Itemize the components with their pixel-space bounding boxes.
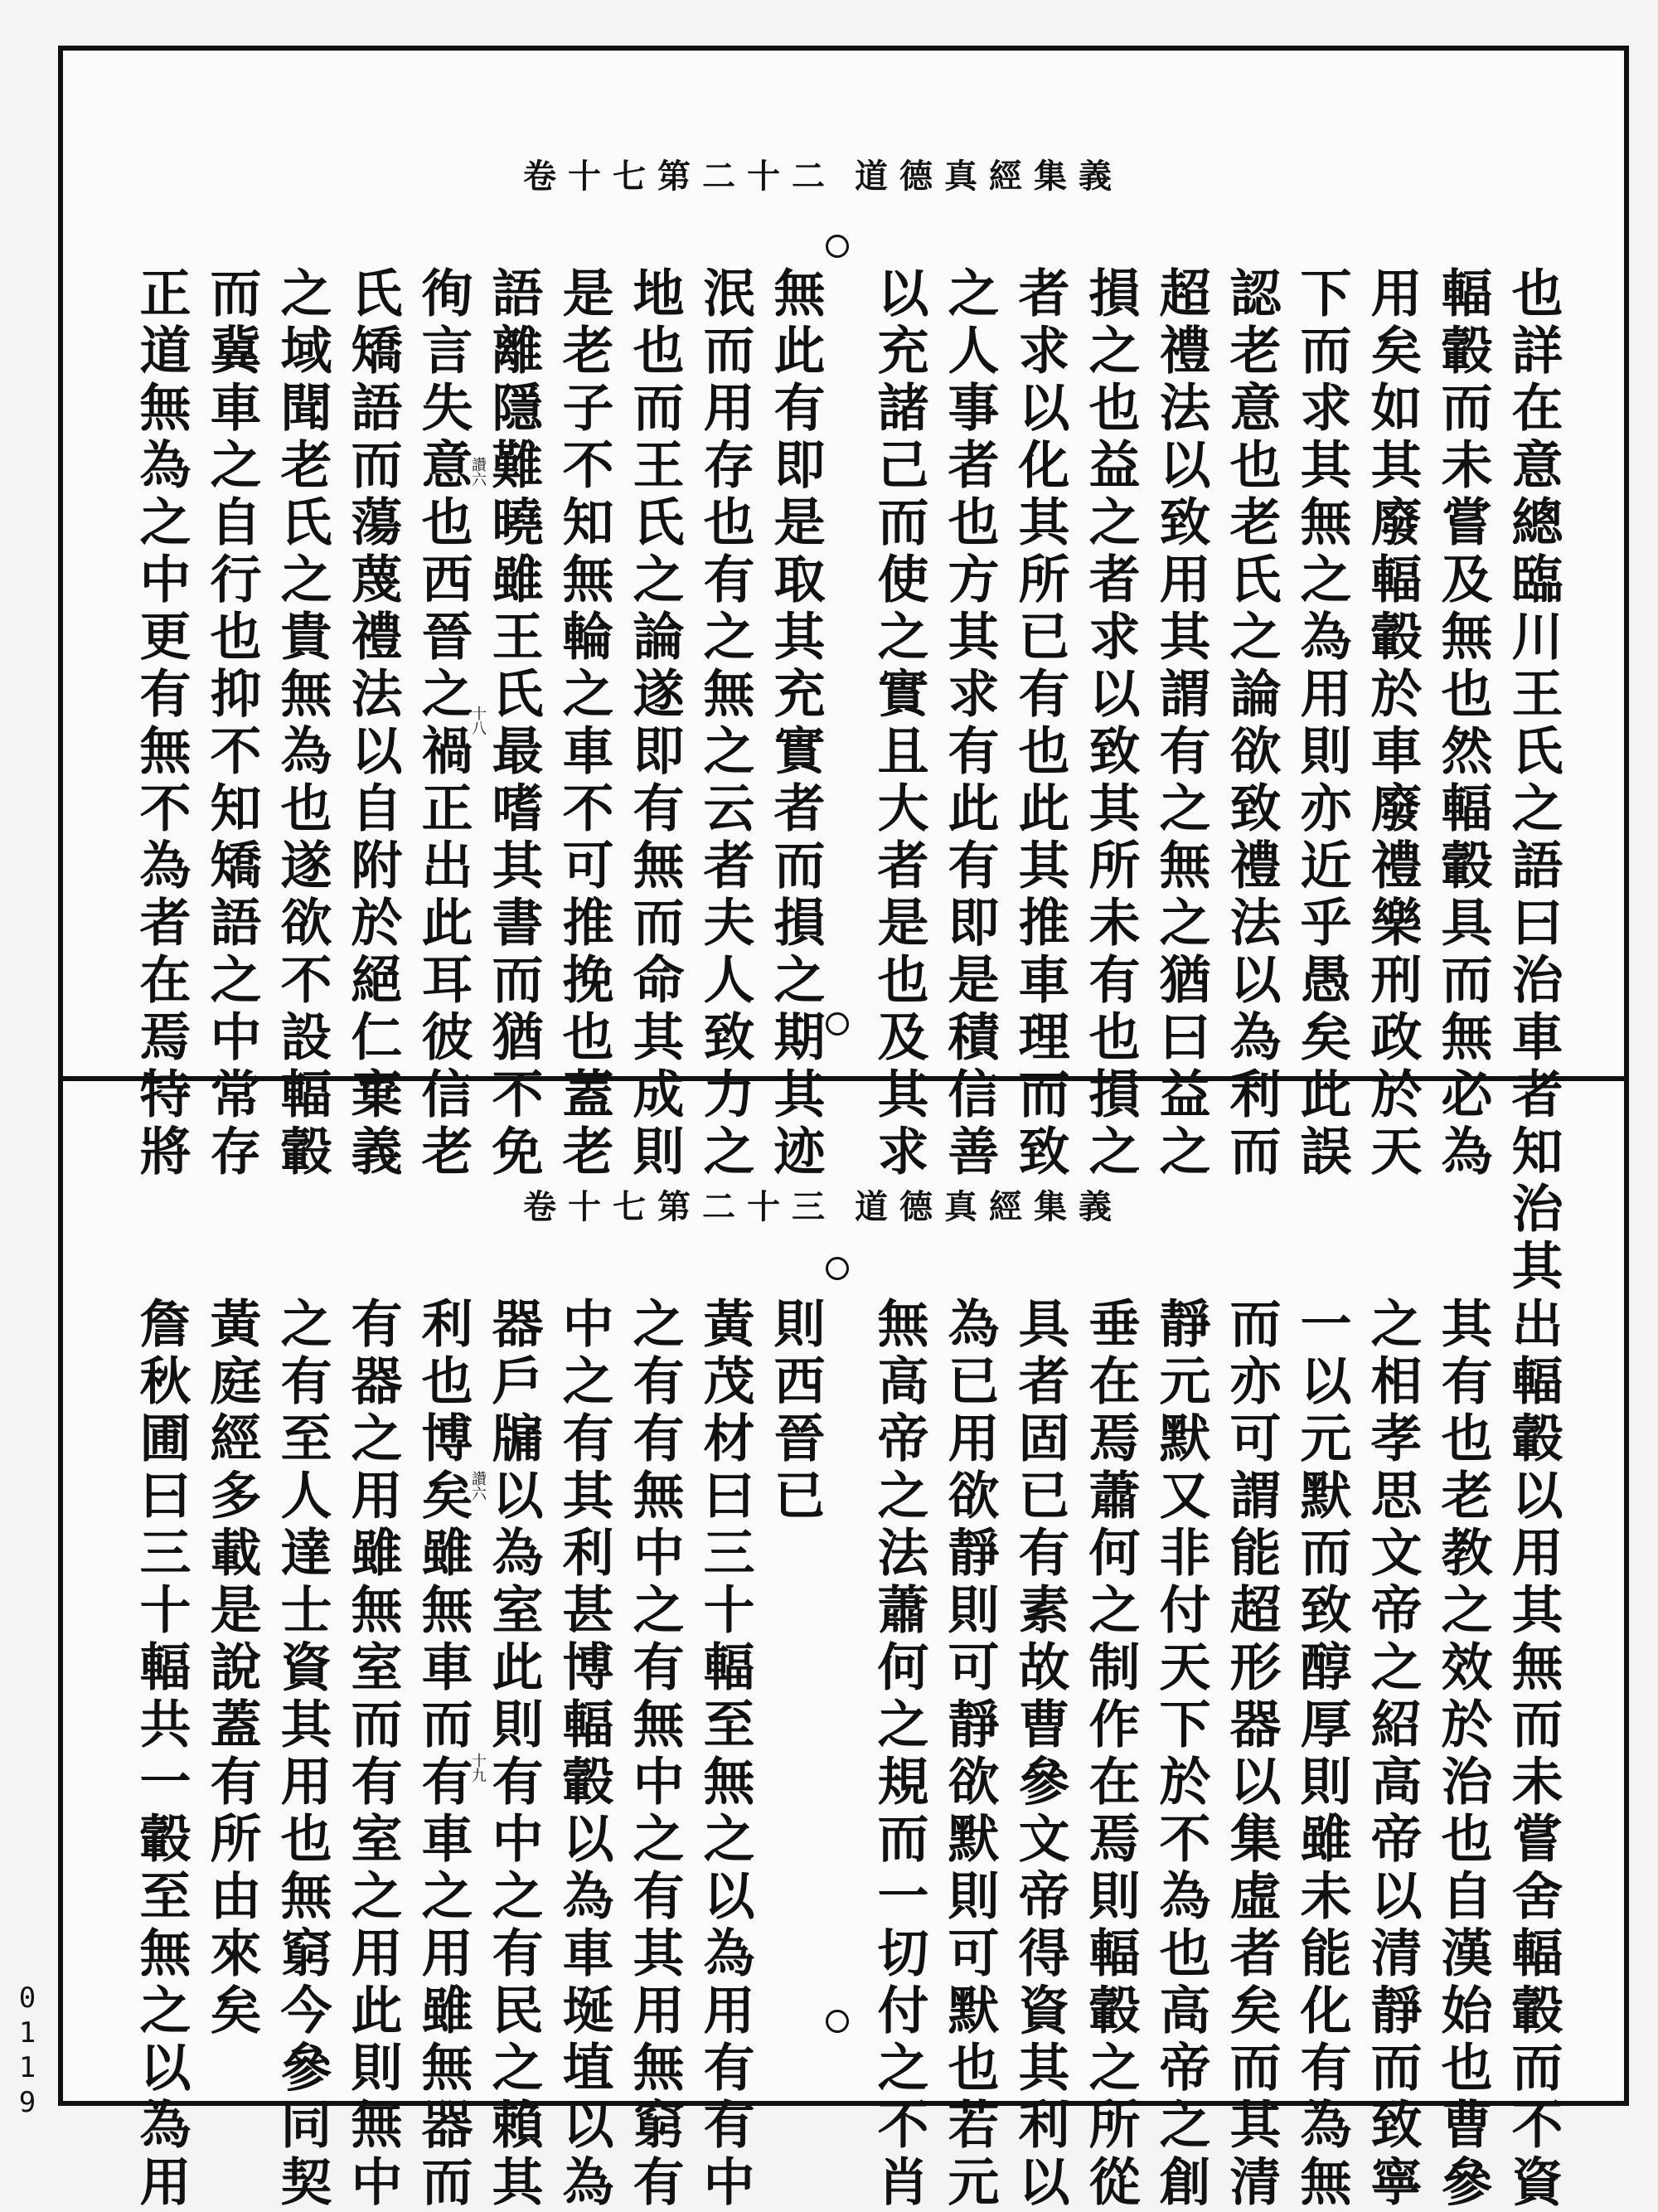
circle-mark: [826, 1012, 849, 1036]
text-column: 無高帝之法蕭何之規而一切付之不肖: [869, 1297, 929, 2212]
text-column: 有器之用雖無室而有室之用此則無中: [342, 1297, 403, 2212]
text-column: 其有也老教之效於治也自漢始也曹參: [1433, 1297, 1493, 2212]
text-column: 輻轂而未嘗及無也然輻轂具而無必為: [1433, 266, 1493, 1181]
top-header-chapter: 卷十七第二十二: [523, 157, 836, 196]
text-column: 之相孝思文帝之紹高帝以清靜而致寧: [1362, 1297, 1423, 2212]
text-column: 以充諸己而使之實且大者是也及其求: [869, 266, 929, 1181]
text-column: 利也博矣雖無車而有車之用雖無器而: [413, 1297, 473, 2212]
text-column: 泯而用存也有之無之云者夫人致力之: [695, 266, 755, 1181]
text-column: 器戶牖以為室此則有中之有民之賴其: [483, 1297, 544, 2212]
text-column: 損之也益之者求以致其所未有也損之: [1080, 266, 1141, 1181]
text-column: 者求以化其所已有也此其推車理而致: [1010, 266, 1070, 1181]
text-column: 具者固已有素故曹參文帝得資其利以: [1010, 1297, 1070, 2212]
circle-mark: [826, 2010, 849, 2033]
text-column: 靜元默又非付天下於不為也高帝之創: [1151, 1297, 1211, 2212]
text-column: 而亦可謂能超形器以集虛者矣而其清: [1221, 1297, 1282, 2212]
page-number: 0119: [11, 1982, 44, 2121]
text-column: 之域聞老氏之貴無為也遂欲不設輻轂: [272, 266, 332, 1181]
bottom-panel: [63, 1081, 1624, 2212]
text-column: 黃茂材曰三十輻至無之以為用有有中: [695, 1297, 755, 2212]
bottom-header-book-title: 道德真經集義: [855, 1187, 1123, 1226]
marginal-note: 十八: [469, 706, 487, 735]
text-column: 之有至人達士資其用也無窮今參同契: [272, 1297, 332, 2212]
text-column: 氏矯語而蕩蔑禮法以自附於絕仁棄義: [342, 266, 403, 1181]
text-column: 地也而王氏之論遂即有無而命其成則: [624, 266, 685, 1181]
text-column: 語離隱難曉雖王氏最嗜其書而猶不免: [483, 266, 544, 1181]
text-column: 黃庭經多載是說蓋有所由來矣: [201, 1297, 262, 2040]
circle-mark: [826, 235, 849, 258]
text-column: 垂在焉蕭何之制作在焉則輻轂之所從: [1080, 1297, 1141, 2212]
text-column: 是老子不知無輪之車不可推挽也蓋老: [554, 266, 614, 1181]
text-column: 之有有無中之有無中之有其用無窮有: [624, 1297, 685, 2212]
text-column: 用矣如其廢輻轂於車廢禮樂刑政於天: [1362, 266, 1423, 1181]
marginal-note: 讚六: [469, 457, 487, 487]
text-column: 認老意也老氏之論欲致禮法以為利而: [1221, 266, 1282, 1181]
text-column: 下而求其無之為用則亦近乎愚矣此誤: [1292, 266, 1352, 1181]
bottom-header-chapter: 卷十七第二十三: [523, 1187, 836, 1226]
text-column: 無此有即是取其充實者而損之期其迹: [765, 266, 826, 1181]
top-header: [63, 150, 1624, 200]
text-column: 也詳在意總臨川王氏之語曰治車者知治其: [1503, 266, 1563, 1296]
circle-mark: [826, 1257, 849, 1280]
top-header-book-title: 道德真經集義: [855, 157, 1123, 196]
text-column: 超禮法以致用其謂有之無之猶曰益之: [1151, 266, 1211, 1181]
marginal-note: 讚六: [469, 1471, 487, 1501]
text-column: 正道無為之中更有無不為者在焉特將: [131, 266, 191, 1181]
bottom-header: [63, 1181, 1624, 1230]
text-column: 徇言失意也西晉之禍正出此耳彼信老: [413, 266, 473, 1181]
text-column: 一以元默而致醇厚則雖未能化有為無: [1292, 1297, 1352, 2212]
text-column: 而冀車之自行也抑不知矯語之中常存: [201, 266, 262, 1181]
text-column: 為已用欲靜則可靜欲默則可默也若元: [939, 1297, 1000, 2212]
text-column: 之人事者也方其求有此有即是積信善: [939, 266, 1000, 1181]
text-column: 中之有其利甚博輻轂以為車埏埴以為: [554, 1297, 614, 2212]
text-column: 詹秋圃曰三十輻共一轂至無之以為用: [131, 1297, 191, 2212]
text-column: 出輻轂以用其無而未嘗舍輻轂而不資: [1503, 1297, 1563, 2212]
marginal-note: 十九: [469, 1753, 487, 1783]
text-column: 則西晉已: [765, 1297, 826, 1526]
